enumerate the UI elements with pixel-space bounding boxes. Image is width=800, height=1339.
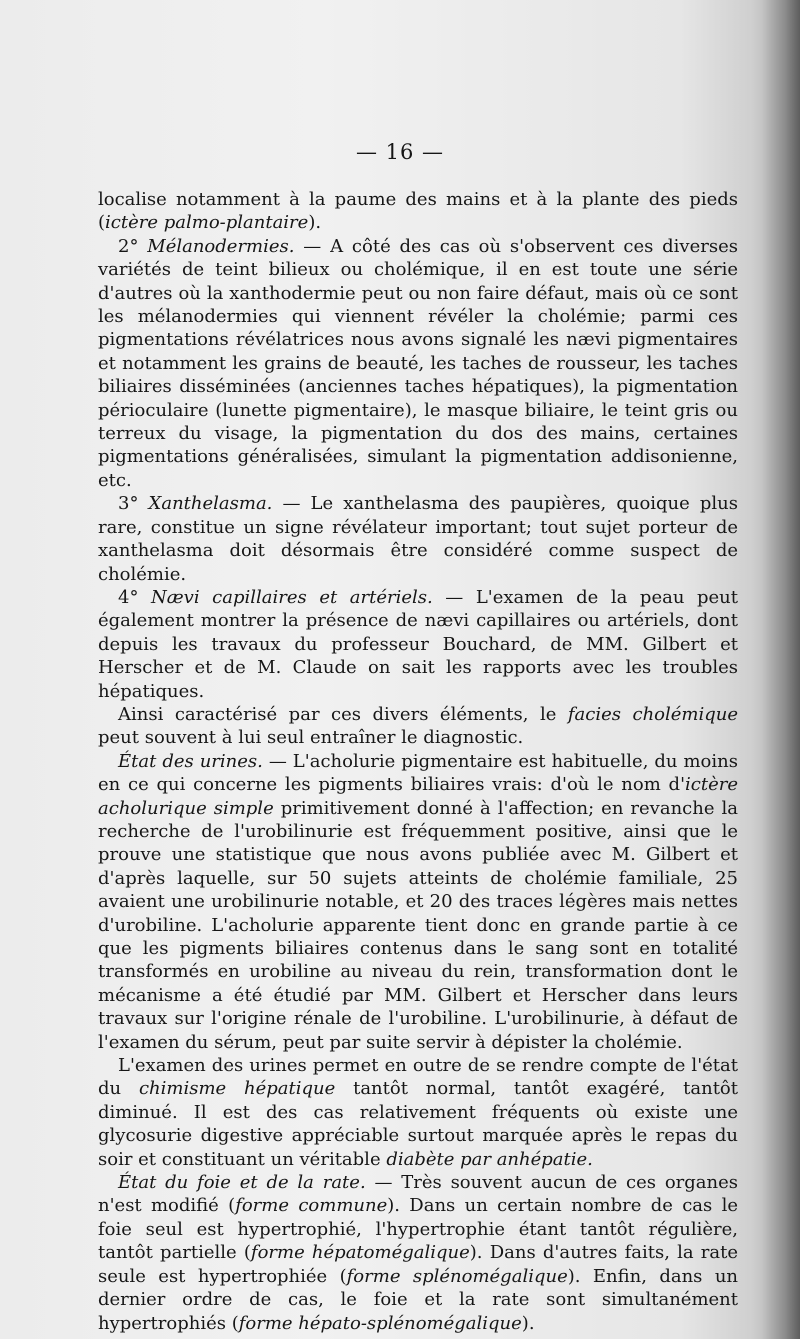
italic-run: forme hépatomégalique: [250, 1242, 470, 1264]
text-run: — L'examen de la peau peut également montrer la présence de nævi capillaires ou artériels, dont depuis les travaux du professeur Bouchard, de MM. Gilbert et Herscher et de M. Claude on sait les rapports avec les troubles hépatiques.: [98, 586, 738, 702]
paragraph: [98, 1171, 738, 1335]
italic-run: forme commune: [235, 1195, 388, 1217]
text-run: — A côté des cas où s'observent ces diverses variétés de teint bilieux ou cholémique, il en est toute une série d'autres où la xanthodermie peut ou non faire défaut, mais où ce sont les mélanodermies qui viennent révéler la cholémie; parmi ces pigmentations révélatrices nous avons signalé les nævi pigmentaires et notamment les grains de beauté, les taches de rousseur, les taches biliaires disséminées (anciennes taches hépatiques), la pigmentation périoculaire (lunette pigmentaire), le masque biliaire, le teint gris ou terreux du visage, la pigmentation du dos des mains, certaines pigmentations généralisées, simulant la pigmentation addisonienne, etc.: [98, 235, 738, 491]
text-run: 4°: [118, 586, 152, 608]
text-run: tantôt normal, tantôt exagéré, tantôt diminué. Il est des cas relativement fréquents où existe une glycosurie digestive appréciable surtout marquée après le repas du soir et constituant un véritable: [98, 1078, 738, 1170]
text-run: — L'acholurie pigmentaire est habituelle, du moins en ce qui concerne les pigments biliaires vrais: d'où le nom d': [98, 750, 738, 796]
text-run: primitivement donné à l'affection; en revanche la recherche de l'urobilinurie est fréquemment positive, ainsi que le prouve une statistique que nous avons publiée avec M. Gilbert et d'après laquelle, sur 50 sujets atteints de cholémie familiale, 25 avaient une urobilinurie notable, et 20 des traces légères mais nettes d'urobiline. L'acholurie apparente tient donc en grande partie à ce que les pigments biliaires contenus dans le sang sont en totalité transformés en urobiline au niveau du rein, transformation dont le mécanisme a été étudié par MM. Gilbert et Herscher dans leurs travaux sur l'origine rénale de l'urobiline. L'urobilinurie, à défaut de l'examen du sérum, peut par suite servir à dépister la cholémie.: [98, 797, 738, 1053]
italic-run: Nævi capillaires et artériels.: [151, 586, 433, 608]
page-edge-shadow: [762, 0, 800, 1339]
page-number: — 16 —: [355, 140, 445, 164]
italic-run: ictère palmo-plantaire: [105, 212, 309, 234]
italic-run: forme hépato-splénomégalique: [238, 1312, 522, 1334]
italic-run: ictère acholurique simple: [98, 774, 738, 819]
italic-run: chimisme hépatique: [138, 1078, 336, 1100]
italic-run: diabète par anhépatie.: [386, 1148, 593, 1170]
text-run: L'examen des urines permet en outre de se rendre compte de l'état du: [98, 1055, 738, 1100]
body-text: [98, 188, 738, 1335]
paragraph: [98, 750, 738, 1054]
text-run: peut souvent à lui seul entraîner le diagnostic.: [98, 727, 524, 749]
paragraph: [98, 235, 738, 492]
text-run: ). Dans d'autres faits, la rate seule est hypertrophiée (: [98, 1242, 739, 1287]
text-run: — Très souvent aucun de ces organes n'est modifié (: [98, 1172, 739, 1217]
text-run: ). Enfin, dans un dernier ordre de cas, le foie et la rate sont simultanément hypertrophiés (: [98, 1265, 739, 1334]
text-run: localise notamment à la paume des mains et à la plante des pieds (: [98, 189, 738, 234]
text-run: Ainsi caractérisé par ces divers éléments, le: [118, 703, 568, 725]
text-run: 2°: [118, 235, 148, 257]
italic-run: Xanthelasma.: [148, 493, 273, 515]
text-run: ).: [521, 1312, 535, 1334]
text-run: 3°: [118, 493, 149, 515]
paragraph: [98, 703, 738, 750]
paragraph: [98, 586, 738, 703]
text-run: ).: [308, 212, 322, 234]
italic-run: État du foie et de la rate.: [118, 1172, 366, 1194]
text-run: ). Dans un certain nombre de cas le foie seul est hypertrophié, l'hypertrophie étant tantôt régulière, tantôt partielle (: [98, 1195, 738, 1264]
paragraph: [98, 492, 738, 586]
italic-run: Mélanodermies.: [147, 235, 295, 257]
paragraph: [98, 1054, 738, 1171]
italic-run: facies cholémique: [567, 703, 738, 725]
paragraph: [98, 188, 738, 235]
italic-run: forme splénomégalique: [346, 1265, 568, 1287]
text-run: — Le xanthelasma des paupières, quoique plus rare, constitue un signe révélateur important; tout sujet porteur de xanthelasma doit désormais être considéré comme suspect de cholémie.: [98, 493, 738, 585]
italic-run: État des urines.: [118, 750, 263, 772]
